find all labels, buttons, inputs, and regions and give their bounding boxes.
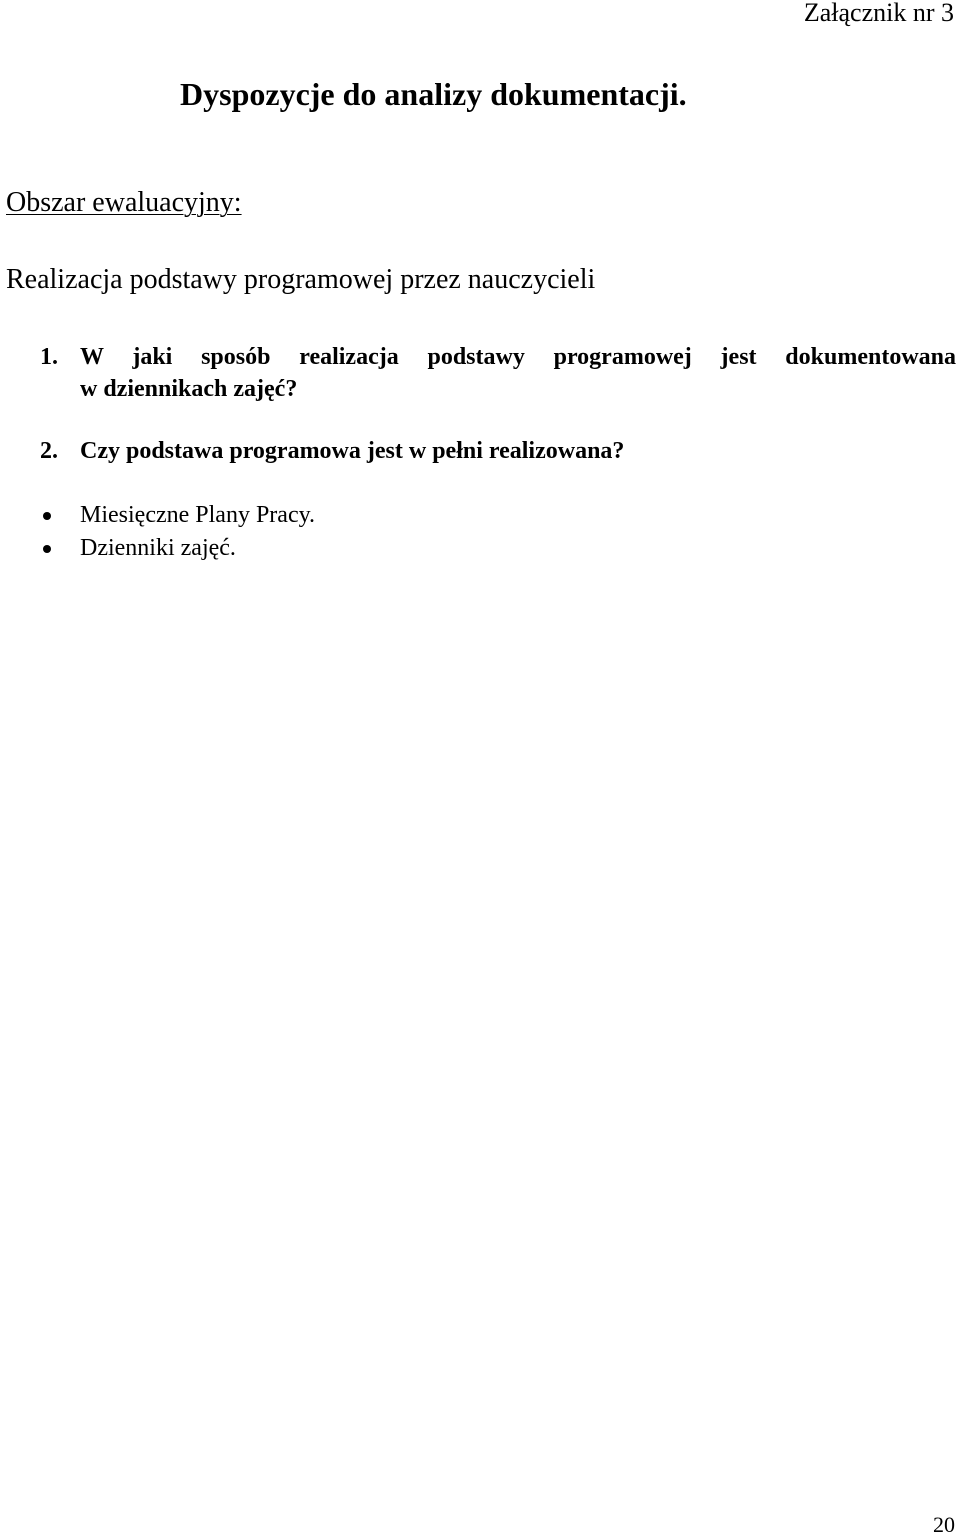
evaluation-area-name: Realizacja podstawy programowej przez nauczycieli [6,264,596,295]
bullet-icon [43,512,51,520]
question-1-text [80,341,956,405]
question-2-number: 2. [40,438,58,464]
question-1-number: 1. [40,344,58,370]
question-1-line-1: W jaki sposób realizacja podstawy programowej jest dokumentowana [80,344,956,370]
bullet-icon [43,545,51,553]
list-item-text: Miesięczne Plany Pracy. [80,502,316,528]
document-title: Dyspozycje do analizy dokumentacji. [180,76,687,112]
question-2-text: Czy podstawa programowa jest w pełni realizowana? [80,438,625,464]
annex-label: Załącznik nr 3 [803,0,954,27]
document-list [40,499,315,565]
evaluation-area-heading: Obszar ewaluacyjny: [6,187,242,218]
question-1 [40,341,956,405]
list-item [40,532,315,565]
list-item [40,499,315,532]
question-2 [40,435,624,467]
list-item-text: Dzienniki zajęć. [80,535,236,561]
question-1-line-2: w dziennikach zajęć? [80,376,298,402]
page-number: 20 [933,1512,955,1537]
